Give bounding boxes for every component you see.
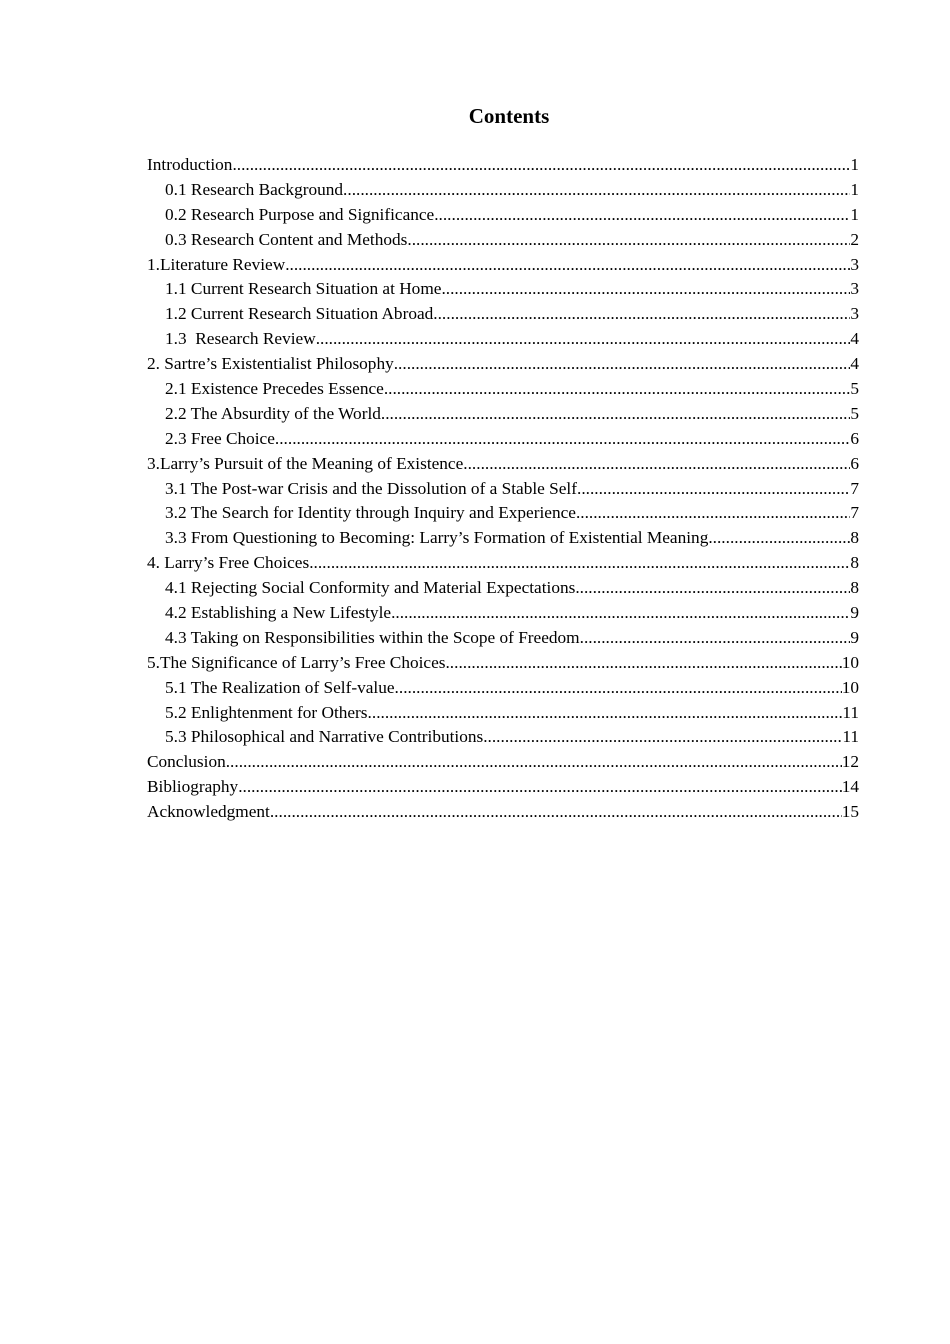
toc-page-number: 10 [841, 677, 859, 697]
toc-page-number: 7 [850, 503, 859, 523]
toc-entry-research-purpose[interactable] [147, 203, 859, 228]
toc-entry-rejecting-conformity[interactable] [147, 576, 859, 601]
toc-page-number: 4 [850, 329, 859, 349]
toc-entry-label: 1.1 Current Research Situation at Home [165, 279, 442, 299]
toc-page-number: 9 [850, 627, 859, 647]
toc-entry-larry-free-choices[interactable] [147, 551, 859, 576]
dot-leader [309, 551, 850, 576]
toc-entry-label: 3.1 The Post-war Crisis and the Dissolution of a Stable Self [165, 478, 577, 498]
toc-entry-larry-pursuit[interactable] [147, 452, 859, 477]
toc-entry-label: 1.2 Current Research Situation Abroad [165, 304, 434, 324]
toc-page-number: 7 [850, 478, 859, 498]
toc-entry-label: 2.1 Existence Precedes Essence [165, 379, 384, 399]
dot-leader [708, 526, 850, 551]
toc-entry-absurdity-of-world[interactable] [147, 402, 859, 427]
toc-entry-philosophical-contributions[interactable] [147, 725, 859, 750]
toc-page-number: 6 [850, 428, 859, 448]
toc-entry-search-for-identity[interactable] [147, 501, 859, 526]
toc-page-number: 3 [850, 254, 859, 274]
toc-entry-label: Conclusion [147, 752, 226, 772]
toc-page-number: 5 [850, 403, 859, 423]
toc-entry-research-content[interactable] [147, 228, 859, 253]
dot-leader [381, 402, 850, 427]
dot-leader [391, 601, 850, 626]
dot-leader [384, 377, 851, 402]
toc-entry-research-at-home[interactable] [147, 277, 859, 302]
toc-entry-questioning-to-becoming[interactable] [147, 526, 859, 551]
toc-entry-bibliography[interactable] [147, 775, 859, 800]
page-title: Contents [468, 104, 550, 128]
dot-leader [316, 327, 851, 352]
toc-entry-label: 3.Larry’s Pursuit of the Meaning of Existence [147, 453, 464, 473]
toc-page-number: 3 [850, 304, 859, 324]
toc-entry-enlightenment[interactable] [147, 701, 859, 726]
toc-entry-research-background[interactable] [147, 178, 859, 203]
dot-leader [407, 228, 850, 253]
toc-page-number: 14 [841, 777, 859, 797]
toc-entry-introduction[interactable] [147, 153, 859, 178]
toc-page-number: 8 [850, 528, 859, 548]
toc-entry-label: 4. Larry’s Free Choices [147, 553, 310, 573]
dot-leader [434, 203, 850, 228]
toc-entry-label: 4.2 Establishing a New Lifestyle [165, 603, 392, 623]
toc-entry-self-value[interactable] [147, 676, 859, 701]
toc-page-number: 5 [850, 379, 859, 399]
toc-page-number: 9 [850, 603, 859, 623]
toc-page-number: 11 [842, 727, 859, 747]
toc-page-number: 2 [850, 229, 859, 249]
toc-entry-research-abroad[interactable] [147, 302, 859, 327]
dot-leader [441, 277, 850, 302]
toc-entry-label: 5.2 Enlightenment for Others [165, 702, 368, 722]
toc-page-number: 8 [850, 578, 859, 598]
dot-leader [394, 352, 851, 377]
toc-entry-label: 0.2 Research Purpose and Significance [165, 204, 435, 224]
toc-page-number: 3 [850, 279, 859, 299]
toc-page-number: 10 [841, 652, 859, 672]
dot-leader [577, 477, 850, 502]
dot-leader [576, 501, 850, 526]
toc-entry-research-review[interactable] [147, 327, 859, 352]
dot-leader [238, 775, 842, 800]
dot-leader [395, 676, 842, 701]
toc-entry-label: 3.3 From Questioning to Becoming: Larry’s Formation of Existential Meaning [165, 528, 709, 548]
dot-leader [343, 178, 850, 203]
toc-page-number: 11 [842, 702, 859, 722]
toc-entry-conclusion[interactable] [147, 750, 859, 775]
toc-entry-post-war-crisis[interactable] [147, 477, 859, 502]
toc-page-number: 1 [850, 155, 859, 174]
toc-entry-label: 4.3 Taking on Responsibilities within the Scope of Freedom [165, 627, 580, 647]
toc-page-number: 1 [850, 204, 859, 224]
toc-entry-free-choice[interactable] [147, 427, 859, 452]
dot-leader [275, 427, 850, 452]
toc-entry-label: 5.1 The Realization of Self-value [165, 677, 395, 697]
toc-page-number: 12 [841, 752, 859, 772]
table-of-contents [147, 153, 859, 825]
dot-leader [433, 302, 850, 327]
dot-leader [270, 800, 842, 825]
toc-entry-label: 5.The Significance of Larry’s Free Choices [147, 652, 446, 672]
toc-entry-label: 1.Literature Review [147, 254, 286, 274]
toc-entry-label: 2. Sartre’s Existentialist Philosophy [147, 354, 394, 374]
toc-entry-sartre-philosophy[interactable] [147, 352, 859, 377]
toc-page-number: 1 [850, 179, 859, 199]
toc-entry-label: Bibliography [147, 777, 239, 797]
toc-page-number: 6 [850, 453, 859, 473]
dot-leader [226, 750, 842, 775]
dot-leader [285, 253, 850, 278]
toc-entry-significance-of-choices[interactable] [147, 651, 859, 676]
dot-leader [575, 576, 850, 601]
toc-entry-taking-responsibilities[interactable] [147, 626, 859, 651]
toc-page-number: 15 [841, 802, 859, 822]
dot-leader [232, 153, 850, 178]
dot-leader [463, 452, 850, 477]
toc-entry-label: 5.3 Philosophical and Narrative Contributions [165, 727, 484, 747]
toc-entry-label: 2.3 Free Choice [165, 428, 275, 448]
toc-entry-label: 3.2 The Search for Identity through Inquiry and Experience [165, 503, 576, 523]
toc-entry-acknowledgment[interactable] [147, 800, 859, 825]
toc-entry-label: 0.3 Research Content and Methods [165, 229, 408, 249]
toc-page-number: 8 [850, 553, 859, 573]
toc-entry-label: 2.2 The Absurdity of the World [165, 403, 381, 423]
toc-page-number: 4 [850, 354, 859, 374]
toc-entry-label: 4.1 Rejecting Social Conformity and Material Expectations [165, 578, 576, 598]
toc-entry-new-lifestyle[interactable] [147, 601, 859, 626]
toc-entry-label: 1.3 Research Review [165, 329, 316, 349]
dot-leader [368, 701, 843, 726]
toc-entry-label: 0.1 Research Background [165, 179, 344, 199]
dot-leader [445, 651, 841, 676]
toc-entry-label: Introduction [147, 155, 233, 174]
dot-leader [483, 725, 842, 750]
toc-entry-label: Acknowledgment [147, 802, 270, 822]
toc-entry-existence-precedes-essence[interactable] [147, 377, 859, 402]
toc-entry-literature-review[interactable] [147, 253, 859, 278]
dot-leader [580, 626, 851, 651]
